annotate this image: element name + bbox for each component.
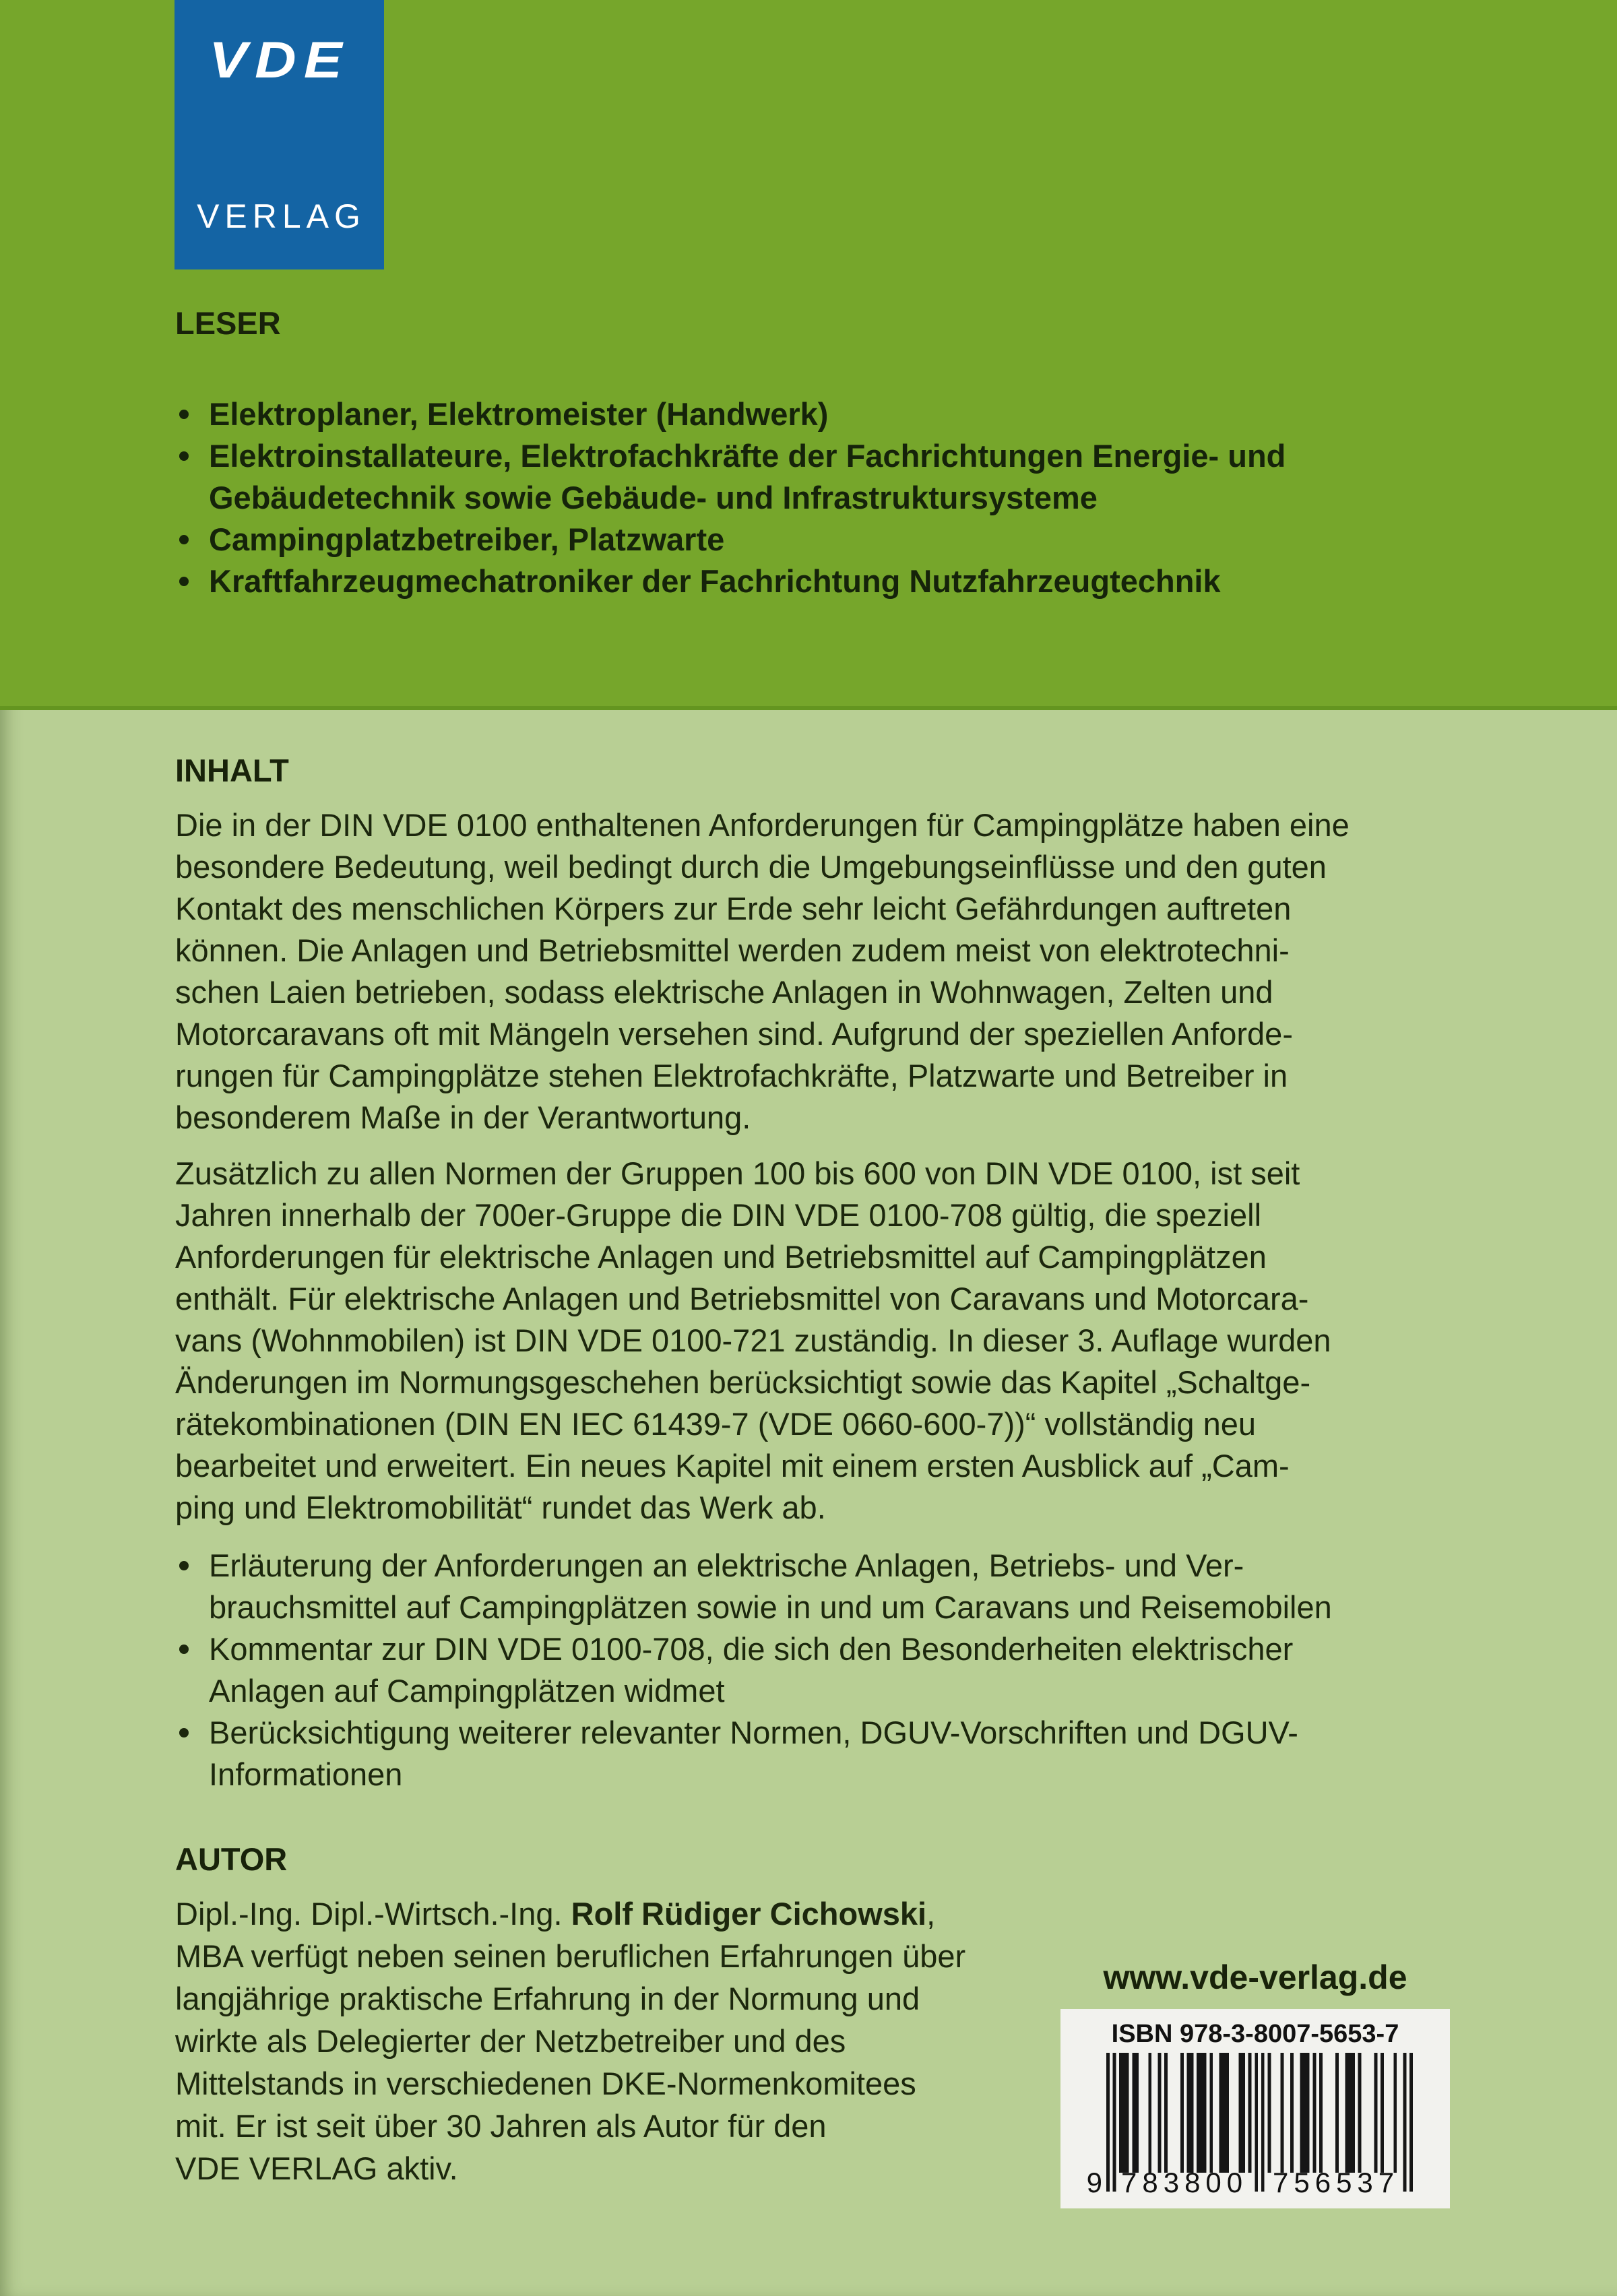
list-item: Berücksichtigung weiterer relevanter Normen, DGUV-Vorschriften und DGUV- Informationen — [209, 1712, 1332, 1795]
leser-heading: LESER — [175, 305, 281, 341]
logo-verlag-text: VERLAG — [197, 197, 366, 235]
autor-line1-comma: , — [926, 1896, 936, 1932]
list-item: Campingplatzbetreiber, Platzwarte — [209, 519, 1286, 561]
publisher-url: www.vde-verlag.de — [1103, 1958, 1407, 1996]
list-item: Kraftfahrzeugmechatroniker der Fachrichtung Nutzfahrzeugtechnik — [209, 561, 1286, 602]
inhalt-list — [175, 1545, 1332, 1795]
inhalt-paragraph-2: Zusätzlich zu allen Normen der Gruppen 100 bis 600 von DIN VDE 0100, ist seit Jahren innerhalb der 700er-Gruppe die DIN VDE 0100-708 gültig, die speziell Anforderungen für elektrische Anlagen und Betriebsmittel auf Campingplätzen enthält. Für elektrische Anlagen und Betriebsmittel von Caravans und Motorcara- vans (Wohnmobilen) ist DIN VDE 0100-721 zuständig. In dieser 3. Auflage wurden Änderungen im Normungsgeschehen berücksichtigt sowie das Kapitel „Schaltge- rätekombinationen (DIN EN IEC 61439-7 (VDE 0660-600-7))“ vollständig neu bearbeitet und erweitert. Ein neues Kapitel mit einem ersten Ausblick auf „Cam- ping und Elektromobilität“ rundet das Werk ab. — [175, 1155, 1331, 1525]
list-item: Elektroinstallateure, Elektrofachkräfte der Fachrichtungen Energie- und Gebäudetechnik sowie Gebäude- und Infrastruktursysteme — [209, 435, 1286, 519]
section-divider — [0, 706, 1617, 710]
isbn-label: ISBN 978-3-8007-5653-7 — [1111, 2020, 1399, 2048]
barcode-digits-right: 756537 — [1273, 2167, 1400, 2198]
autor-name: Rolf Rüdiger Cichowski — [571, 1896, 927, 1932]
barcode-digits-left: 783800 — [1121, 2167, 1248, 2198]
inhalt-heading: INHALT — [175, 753, 289, 788]
inhalt-paragraph-1: Die in der DIN VDE 0100 enthaltenen Anforderungen für Campingplätze haben eine besondere Bedeutung, weil bedingt durch die Umgebungseinflüsse und den guten Kontakt des menschlichen Körpers zur Erde sehr leicht Gefährdungen auftreten können. Die Anlagen und Betriebsmittel werden zudem meist von elektrotechni- schen Laien betrieben, sodass elektrische Anlagen in Wohnwagen, Zelten und Motorcaravans oft mit Mängeln versehen sind. Aufgrund der speziellen Anforde- rungen für Campingplätze stehen Elektrofachkräfte, Platzwarte und Betreiber in besonderem Maße in der Verantwortung. — [175, 807, 1350, 1135]
list-item: Erläuterung der Anforderungen an elektrische Anlagen, Betriebs- und Ver- brauchsmittel auf Campingplätzen sowie in und um Caravans und Reisemobilen — [209, 1545, 1332, 1628]
autor-bio-lines: MBA verfügt neben seinen beruflichen Erfahrungen über langjährige praktische Erfahrung in der Normung und wirkte als Delegierter der Netzbetreiber und des Mittelstands in verschiedenen DKE-Normenkomitees mit. Er ist seit über 30 Jahren als Autor für den VDE VERLAG aktiv. — [175, 1938, 966, 2186]
barcode-digit-first: 9 — [1086, 2167, 1102, 2198]
logo-vde-text: VDE — [209, 32, 350, 89]
autor-paragraph — [175, 1892, 965, 2190]
list-item: Elektroplaner, Elektromeister (Handwerk) — [209, 393, 1286, 435]
vde-verlag-logo — [175, 0, 384, 269]
autor-heading: AUTOR — [175, 1841, 288, 1877]
list-item: Kommentar zur DIN VDE 0100-708, die sich den Besonderheiten elektrischer Anlagen auf Campingplätzen widmet — [209, 1628, 1332, 1712]
autor-degrees: Dipl.-Ing. Dipl.-Wirtsch.-Ing. — [175, 1896, 571, 1932]
leser-list — [175, 393, 1286, 602]
